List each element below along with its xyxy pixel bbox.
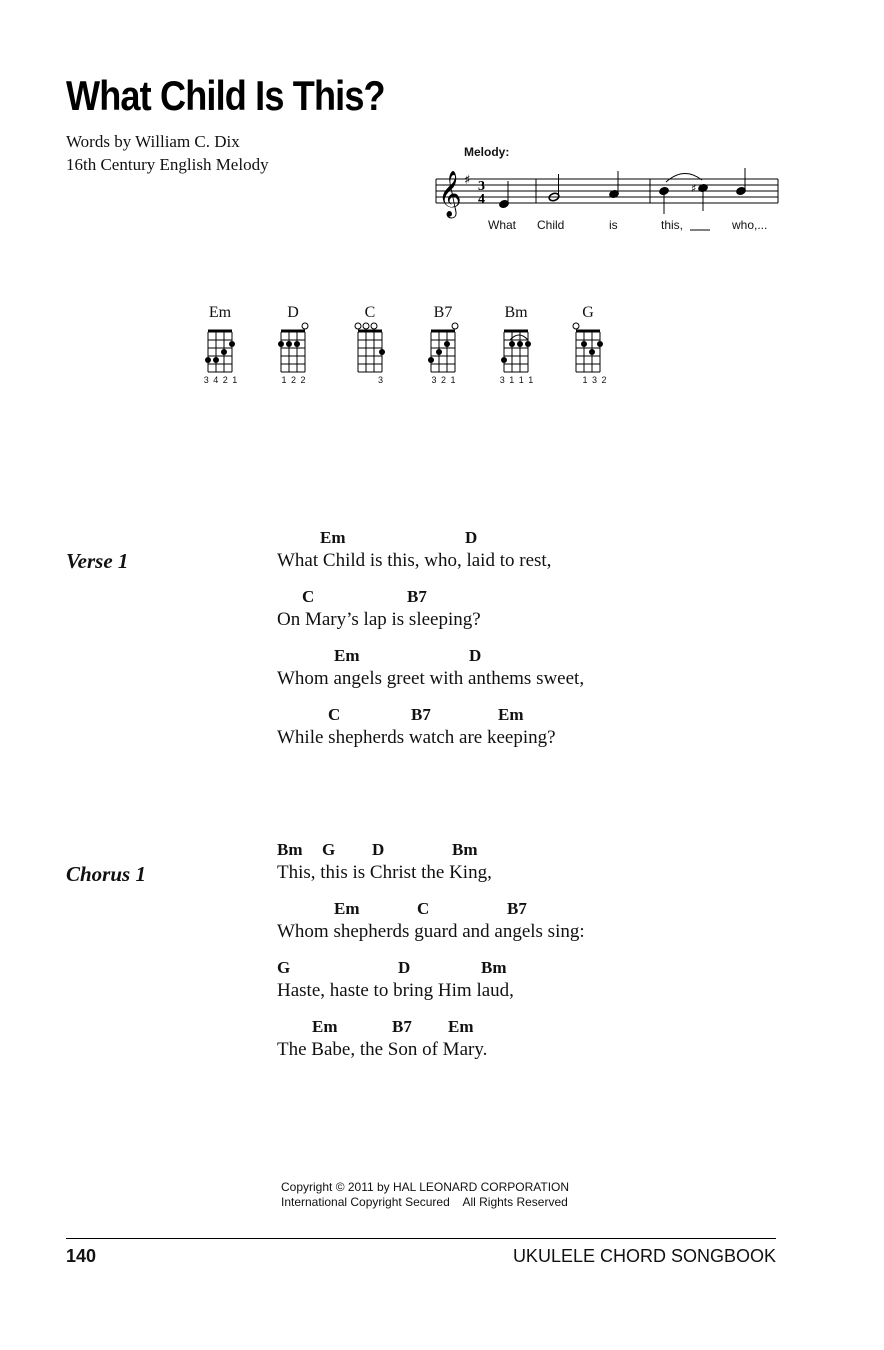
chord-symbol: D [465,528,478,547]
lyric-text: What Child is this, who, laid to rest, [277,550,552,571]
chord-symbol: Em [334,899,360,918]
lyric-line [277,646,797,696]
time-signature-bottom: 4 [478,192,485,207]
lyric-line [277,1017,797,1067]
lyric-text: While shepherds watch are keeping? [277,727,556,748]
lyricist-credit: Words by William C. Dix [66,132,240,151]
fretboard-grid [274,304,314,376]
lyric-line [277,528,797,578]
chord-fingering: 3 2 1 [431,375,457,385]
song-credits [66,130,269,176]
chord-diagram-b7 [424,304,484,394]
copyright-line: Copyright © 2011 by HAL LEONARD CORPORATION [281,1180,570,1194]
chord-symbol: B7 [411,705,431,724]
chord-fingering: 1 3 2 [582,375,608,385]
chord-name: C [364,304,376,321]
chord-name: B7 [433,304,453,321]
chord-row [277,705,797,727]
chord-symbol: Em [312,1017,338,1036]
lyric-line [277,705,797,755]
melody-excerpt [432,144,782,244]
chord-diagram-c [351,304,411,394]
chord-row [277,587,797,609]
chord-symbol: Em [320,528,346,547]
chord-symbol: Bm [452,840,478,859]
chord-fingering: 3 [377,375,384,385]
melody-extender [432,144,782,234]
melody-label: Melody: [464,145,510,159]
section-label-verse-1: Verse 1 [66,549,129,573]
melody-lyric: Child [537,218,565,232]
chord-diagram-d [274,304,334,394]
chord-symbol: C [302,587,315,606]
time-signature-top: 3 [478,179,485,194]
fretboard-grid [201,304,241,376]
chord-row [277,840,797,862]
composer-credit: 16th Century English Melody [66,155,269,174]
treble-clef-icon: 𝄞 [438,171,462,217]
lyric-text: Whom shepherds guard and angels sing: [277,921,585,942]
lyric-line [277,840,797,890]
chord-name: Em [208,304,232,321]
lyric-line [277,899,797,949]
chord-row [277,958,797,980]
melody-lyric: is [609,218,618,232]
chord-fingering: 1 2 2 [281,375,307,385]
sharp-accidental: ♯ [691,182,697,195]
key-signature-sharp: ♯ [464,173,471,188]
chord-row [277,899,797,921]
chord-symbol: G [322,840,336,859]
chord-symbol: B7 [507,899,527,918]
chord-symbol: D [372,840,385,859]
lyric-text: Whom angels greet with anthems sweet, [277,668,585,689]
section-label-chorus-1: Chorus 1 [66,862,146,886]
lyric-text: Haste, haste to bring Him laud, [277,980,514,1001]
fretboard-grid [569,304,609,376]
chord-symbol: B7 [392,1017,412,1036]
chord-symbol: B7 [407,587,427,606]
song-title: What Child Is This? [66,72,385,119]
chord-symbol: Bm [277,840,303,859]
chord-symbol: Em [498,705,524,724]
chord-symbol: G [277,958,291,977]
chord-fingering: 3 4 2 1 [203,375,239,385]
footer-divider [66,1238,776,1239]
melody-lyric: What [488,218,517,232]
lyric-line [277,587,797,637]
chord-row [277,646,797,668]
chord-symbol: Em [448,1017,474,1036]
lyric-text: On Mary’s lap is sleeping? [277,609,481,630]
chord-symbol: C [328,705,341,724]
fretboard-grid [424,304,464,376]
melody-lyric: this, [661,218,684,232]
chord-row [277,528,797,550]
chord-symbol: D [398,958,411,977]
chord-name: Bm [504,304,528,321]
copyright-notice [281,1180,569,1210]
chord-symbol: C [417,899,430,918]
chord-row [277,1017,797,1039]
chord-symbol: Bm [481,958,507,977]
page-number: 140 [66,1246,97,1266]
fretboard-grid [497,304,537,376]
chord-name: D [287,304,299,321]
lyric-text: This, this is Christ the King, [277,862,492,883]
melody-lyric: who,... [732,218,768,232]
fretboard-grid [351,304,391,376]
lyric-line [277,958,797,1008]
chord-symbol: Em [334,646,360,665]
chord-name: G [582,304,594,321]
chord-symbol: D [469,646,482,665]
chord-diagram-bm [497,304,557,394]
chord-fingering: 3 1 1 1 [499,375,535,385]
copyright-line: International Copyright Secured All Rights Reserved [281,1195,568,1209]
book-title: UKULELE CHORD SONGBOOK [512,1246,776,1266]
chord-diagram-g [569,304,629,394]
lyric-text: The Babe, the Son of Mary. [277,1039,488,1060]
chord-diagram-em [201,304,261,394]
